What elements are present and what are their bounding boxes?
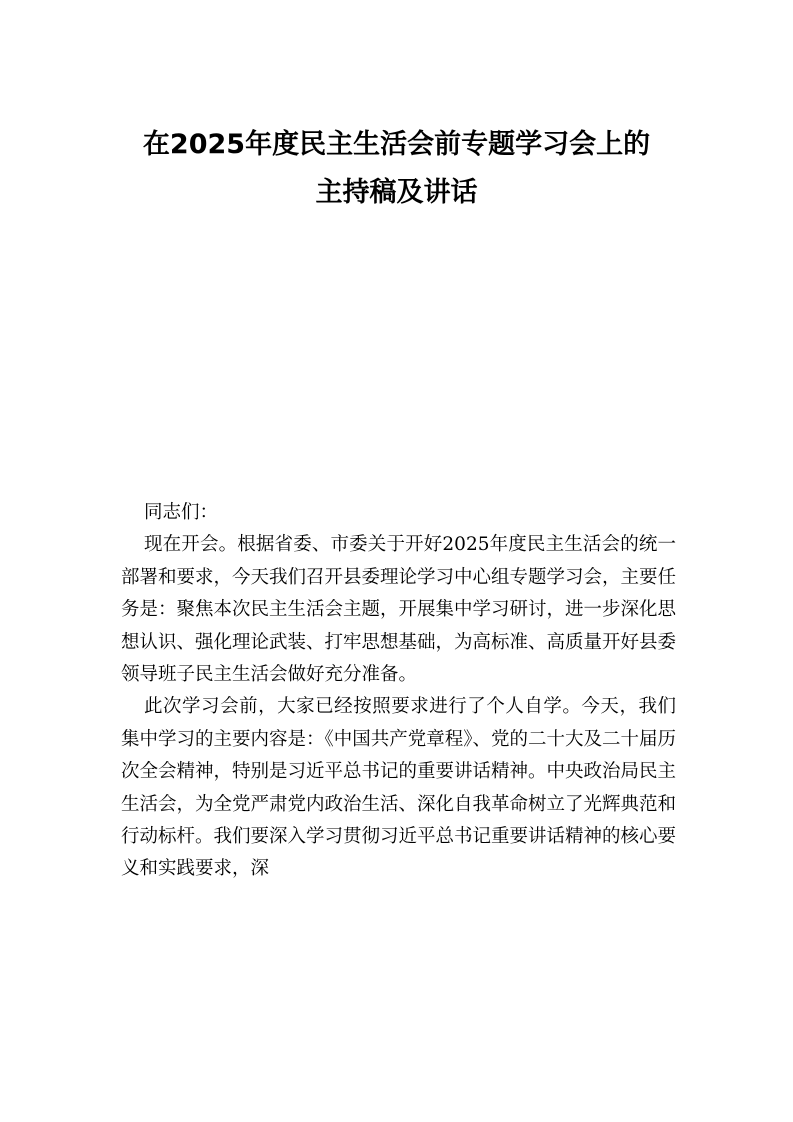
paragraph-1: 现在开会。根据省委、市委关于开好2025年度民主生活会的统一部署和要求，今天我们召开县委理论学习中心组专题学习会，主要任务是：聚焦本次民主生活会主题，开展集中学习研讨，进一步深化思想认识、强化理论武装、打牢思想基础，为高标准、高质量开好县委领导班子民主生活会做好充分准备。	[121, 534, 677, 686]
document-title-line-2: 主持稿及讲话	[315, 177, 478, 208]
paragraph-2: 此次学习会前，大家已经按照要求进行了个人自学。今天，我们集中学习的主要内容是：《中国共产党章程》、党的二十大及二十届历次全会精神，特别是习近平总书记的重要讲话精神。中央政治局民主生活会，为全党严肃党内政治生活、深化自我革命树立了光辉典范和行动标杆。我们要深入学习贯彻习近平总书记重要讲话精神的核心要义和实践要求，深	[121, 696, 677, 880]
document-body	[121, 497, 676, 886]
document-title-line-1: 在2025年度民主生活会前专题学习会上的	[142, 129, 651, 160]
salutation: 同志们：	[144, 502, 219, 523]
